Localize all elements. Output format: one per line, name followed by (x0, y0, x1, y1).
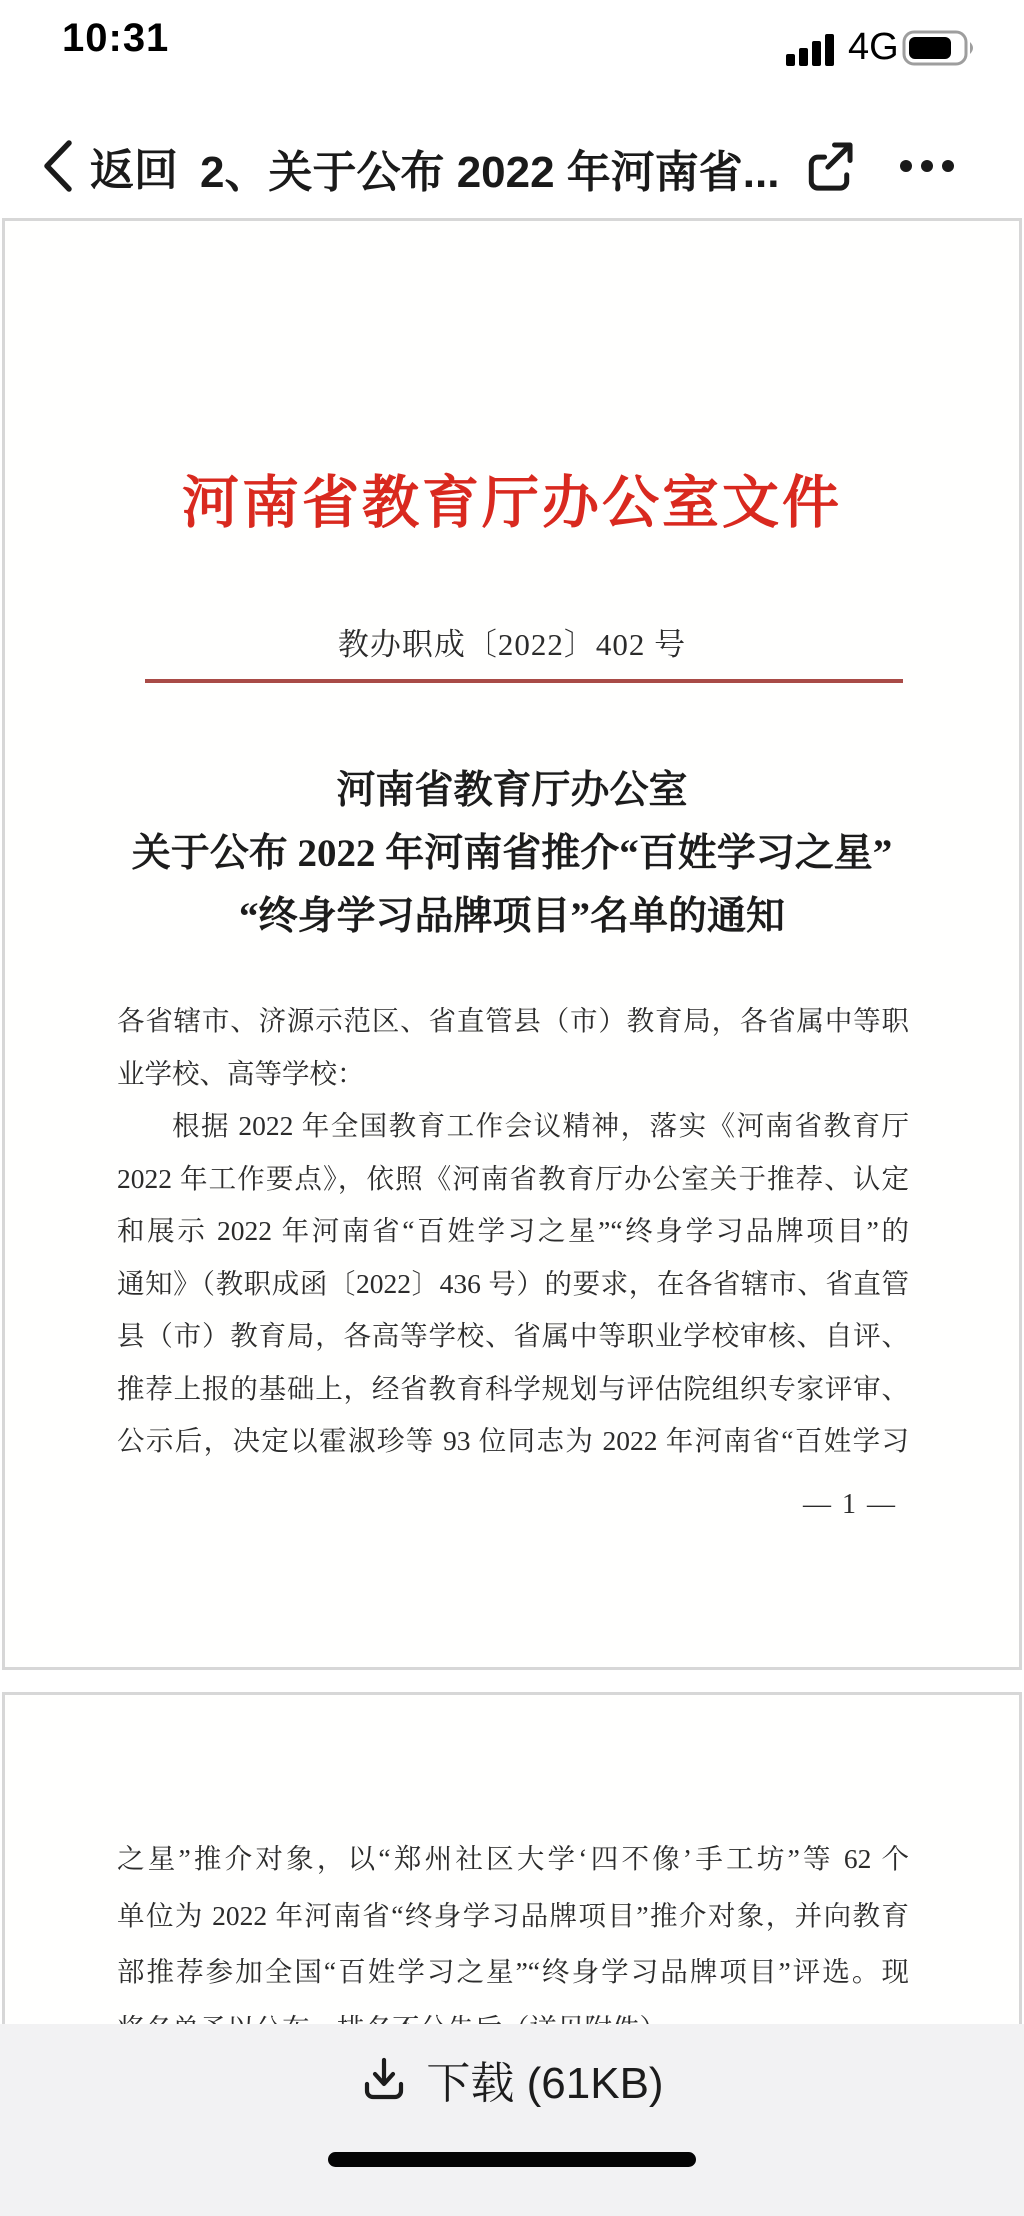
red-divider-line (145, 679, 903, 683)
body-line: 根据 2022 年全国教育工作会议精神，落实《河南省教育厅 (172, 1110, 909, 1141)
body-line: 之星”推介对象，以“郑州社区大学‘四不像’手工坊”等 62 个 (117, 1843, 909, 1874)
page-title: 2、关于公布 2022 年河南省... (200, 148, 780, 197)
download-icon (360, 2055, 408, 2103)
body-line: 通知》（教职成函〔2022〕436 号）的要求，在各省辖市、省直管 (117, 1267, 909, 1299)
body-line: 各省辖市、济源示范区、省直管县（市）教育局，各省属中等职 (117, 1005, 909, 1036)
back-button[interactable] (40, 134, 178, 198)
body-line: 和展示 2022 年河南省“百姓学习之星”“终身学习品牌项目”的 (117, 1215, 909, 1246)
body-line: 推荐上报的基础上，经省教育科学规划与评估院组织专家评审、 (117, 1372, 909, 1404)
body-line: 业学校、高等学校： (117, 1057, 365, 1089)
document-title-line: 关于公布 2022 年河南省推介“百姓学习之星” (131, 832, 893, 875)
document-red-header: 河南省教育厅办公室文件 (182, 472, 842, 535)
more-button[interactable] (884, 138, 970, 194)
document-title-line: 河南省教育厅办公室 (336, 769, 688, 812)
body-line: 单位为 2022 年河南省“终身学习品牌项目”推介对象，并向教育 (117, 1899, 909, 1931)
document-page-1 (2, 218, 1022, 1670)
clock: 10:31 (62, 16, 170, 60)
home-indicator[interactable] (328, 2152, 696, 2167)
nav-bar (0, 110, 1024, 218)
status-bar (0, 0, 1024, 110)
network-type-label: 4G (848, 26, 899, 68)
back-label: 返回 (90, 146, 178, 195)
document-number: 教办职成〔2022〕402 号 (337, 627, 687, 662)
bottom-toolbar (0, 2024, 1024, 2216)
share-icon (798, 135, 860, 197)
document-title (55, 759, 969, 948)
body-line: 部推荐参加全国“百姓学习之星”“终身学习品牌项目”评选。现 (117, 1956, 909, 1987)
chevron-left-icon (40, 138, 74, 194)
page-number: — 1 — (803, 1489, 897, 1520)
more-ellipsis-icon (900, 160, 912, 172)
share-button[interactable] (794, 128, 864, 204)
body-line: 公示后，决定以霍淑珍等 93 位同志为 2022 年河南省“百姓学习 (117, 1425, 909, 1456)
document-body-page-1 (117, 995, 909, 1468)
download-button[interactable] (0, 2044, 1024, 2114)
body-line: 2022 年工作要点》，依照《河南省教育厅办公室关于推荐、认定 (117, 1162, 909, 1194)
battery-icon (902, 30, 980, 66)
body-line: 县（市）教育局，各高等学校、省属中等职业学校审核、自评、 (117, 1320, 909, 1351)
cellular-signal-icon (786, 32, 836, 66)
download-label: 下载 (61KB) (426, 2059, 664, 2108)
document-title-line: “终身学习品牌项目”名单的通知 (238, 895, 785, 938)
